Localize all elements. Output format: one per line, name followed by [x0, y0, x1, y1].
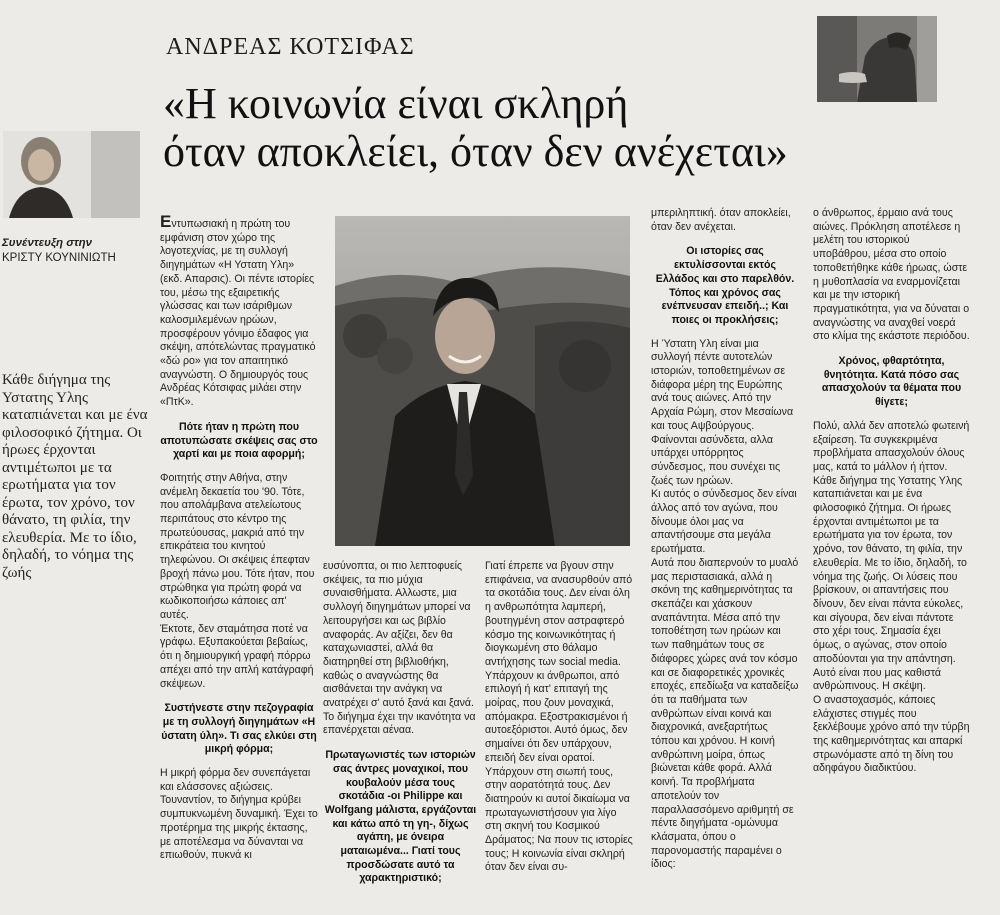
headline-line-2: όταν αποκλείει, όταν δεν ανέχεται» — [163, 127, 788, 176]
portrait-illustration — [3, 131, 140, 218]
intro-paragraph — [160, 212, 318, 410]
credit-line-2: ΚΡΙΣΤΥ ΚΟΥΝΙΝΙΩΤΗ — [2, 252, 116, 264]
drop-cap: Ε — [160, 212, 172, 231]
top-right-photo — [817, 16, 937, 102]
question-3: Πρωταγωνιστές των ιστοριών σας άντρες μοναχικοί, που κουβαλούν μέσα τους σκοτάδια -οι Philippe και Wolfgang μάλιστα, εργάζονται και κάτω από τη γη-, δίχως αγάπη, με όνειρα ματαιωμένα... Γιατί τους προσδώσατε αυτό τα χαρακτηριστικό; — [324, 749, 477, 885]
answer-1-p1: Φοιτητής στην Αθήνα, στην ανέμελη δεκαετία του '90. Τότε, που απολάμβανα ατελείωτους περιπάτους στο κέντρο της πρωτεύουσας, μακριά από την επικράτεια του κινητού τηλεφώνου. Οι σκέψεις έπεφταν βροχή πάνω μου. Τότε ήταν, που στρώθηκα για πρώτη φορά να κωδικοποιήσω κάποιες απ' αυτές. — [160, 471, 315, 621]
pull-quote: Κάθε διήγημα της Υστατης Υλης καταπιάνεται και με ένα φιλοσοφικό ζήτημα. Οι ήρωες έρχονται αντιμέτωποι με τα ερωτήματα για τον έρωτα, τον χρόνο, τον θάνατο, τη φιλία, την ελευθερία. Με το ίδιο, δηλαδή, το νόημα της ζωής — [2, 372, 148, 581]
answer-4-p4: Αυτά που διαπερνούν το μυαλό μας περιστασιακά, αλλά η σκόνη της καθημερινότητας τα σκεπάζει και χάσκουν αναπάντητα. Μέσα από την τοποθέτηση των ηρώων και των παθημάτων τους σε διάφορες χώρες ανά τον κόσμο και σε διαφορετικές χρονικές εποχές, επεδίωξα να καταδείξω ότι τα παθήματα των ανθρώπων είναι κοινά και διαχρονικά, ανεξαρτήτως τόπου και χρόνου. Η κοινή ανθρώπινη μοίρα, όπως βιώνεται κάθε φορά. Αλλά κοινή. Τα προβλήματα αποτελούν τον παραλλασσόμενο αριθμητή σε πέντε διηγήματα -ομώνυμα κλάσματα, όπου ο παρονομαστής παραμένει ο ίδιος: — [651, 556, 799, 871]
main-photo — [335, 216, 630, 546]
article-column-5 — [813, 207, 970, 776]
answer-4-p3: Κι αυτός ο σύνδεσμος δεν είναι άλλος από τον αγώνα, που δίνουμε όλοι μας να απαντήσουμε στα μεγάλα ερωτήματα. — [651, 488, 797, 556]
answer-4-p1: Η Ύστατη Υλη είναι μια συλλογή πέντε αυτοτελών ιστοριών, τοποθετημένων σε διάφορα μέρη της Ευρώπης ανά τους αιώνες. Από την Αρχαία Ρώμη, στον Μεσαίωνα και τους Αψβούργους. — [651, 337, 794, 432]
article-column-3 — [485, 560, 635, 875]
question-2: Συστήνεστε στην πεζογραφία με τη συλλογή διηγημάτων «Η ύστατη ύλη». Τι σας ελκύει στη μικρή φόρμα; — [161, 702, 317, 756]
column-2-text: ευσύνοπτα, οι πιο λεπτοφυείς σκέψεις, τα πιο μύχια συναισθήματα. Αλλωστε, μια συλλογή διηγημάτων μπορεί να λειτουργήσει και ως βιβλίο αναφοράς. Αν αξίζει, δεν θα καταχωνιαστεί, αλλά θα διατηρηθεί στη βιβλιοθήκη, καθώς ο αναγνώστης θα αισθάνεται την ανάγκη να ανατρέχει σ' αυτό ξανά και ξανά. Το διήγημα έχει την ικανότητα να επανέρχεται αέναα. — [323, 560, 476, 737]
interviewer-portrait — [3, 131, 140, 218]
intro-text: ντυπωσιακή η πρώτη του εμφάνιση στον χώρο της λογοτεχνίας, με τη συλλογή διηγημάτων «Η Υστατη Υλη» (εκδ. Απαρσις). Οι πέντε ιστορίες του, μέσω της εξαιρετικής γλώσσας και των ισάριθμων καλοσμιλεμένων ηρώων, προσφέρουν γόνιμο έδαφος για σκέψη, απότελώντας πραγματικό «δώ ρο» για τον απαιτητικό αναγνώστη. Ο δημιουργός τους Ανδρέας Κότσιφας μιλάει στην «ΠτΚ». — [160, 218, 316, 409]
author-photo-illustration — [335, 216, 630, 546]
column-5-lead: ο άνθρωπος, έρμαιο ανά τους αιώνες. Πρόκληση αποτέλεσε η μελέτη του ιστορικού υποβάθρου, μέσα στο οποίο τοποθετήθηκε κάθε ήρωας, ώστε η μυθοπλασία να εναρμονίζεται και με την ιστορική πραγματικότητα, για να δύναται ο αναγνώστης να αναχθεί νοερά στο κλίμα της εκάστοτε περιόδου. — [813, 207, 970, 343]
question-5: Χρόνος, φθαρτότητα, θνητότητα. Κατά πόσο σας απασχολούν τα θέματα που θίγετε; — [821, 355, 962, 409]
answer-5-p2: Αυτό είναι που μας καθιστά ανθρώπινους. Η σκέψη. — [813, 666, 941, 693]
answer-4-p2: Φαίνονται ασύνδετα, αλλα υπάρχει υπόρρητος σύνδεσμος, που συνέχει τις ζωές των ηρώων. — [651, 433, 781, 487]
credit-line-1: Συνέντευξη στην — [2, 237, 93, 249]
question-4: Οι ιστορίες σας εκτυλίσσονται εκτός Ελλάδος και στο παρελθόν. Τόπος και χρόνος σας ενέπνευσαν επειδή..; Και ποιες οι προκλήσεις; — [655, 245, 795, 326]
question-1: Πότε ήταν η πρώτη που αποτυπώσατε σκέψεις σας στο χαρτί και με ποια αφορμή; — [160, 420, 318, 461]
interview-credit — [2, 236, 116, 266]
article-column-1 — [160, 212, 318, 863]
article-column-4 — [651, 207, 799, 872]
answer-5-p1: Πολύ, αλλά δεν αποτελώ φωτεινή εξαίρεση. Τα συγκεκριμένα προβλήματα απασχολούν όλους μας, κατά το μάλλον ή ήττον. Κάθε διήγημα της Υστατης Υλης καταπιάνεται και με ένα φιλοσοφικό ζήτημα. Οι ήρωες έρχονται αντιμέτωποι με τα ερωτήματα για τον έρωτα, τον χρόνο, τον θάνατο, τη φιλία, την ελευθερία. Με το ίδιο, δηλαδή, το νόημα της ζωής. Οι λύσεις που βρίσκουν, οι απαντήσεις που δίνουν, δεν είναι πάντα εύκολες, και σίγουρα, δεν είναι πάντοτε στο χέρι τους. Σημασία έχει όμως, ο αγώνας, στον οποίο αποδύονται για την απάντηση. — [813, 419, 970, 665]
answer-2: Η μικρή φόρμα δεν συνεπάγεται και ελάσσονες αξιώσεις. Τουναντίον, το διήγημα κρύβει συμπυκνωμένη δυναμική. Έχει το προτέρημα της μικρής έκτασης, με αποτέλεσμα να δύνανται να επιωθούν, πυκνά κι — [160, 767, 318, 862]
column-4-lead: μπεριληπτική. όταν αποκλείει, όταν δεν ανέχεται. — [651, 207, 791, 233]
photo-illustration — [817, 16, 937, 102]
headline-line-1: «Η κοινωνία είναι σκληρή — [163, 79, 629, 128]
author-name: ΑΝΔΡΕΑΣ ΚΟΤΣΙΦΑΣ — [166, 34, 415, 60]
headline — [163, 80, 813, 176]
article-column-2 — [323, 560, 478, 896]
answer-5-p3: Ο αναστοχασμός, κάποιες ελάχιστες στιγμές που ξεκλέβουμε χρόνο από την τύρβη της καθημερινότητας και απαρκί στρωνόμαστε από τη δίνη του αδηφάγου διαδικτύου. — [813, 693, 970, 775]
answer-1-p2: Έκτοτε, δεν σταμάτησα ποτέ να γράφω. Εξυπακούεται βεβαίως, ότι η δημιουργική γραφή πόρρω απέχει από την απλή κατάγραφή σκέψεων. — [160, 622, 314, 690]
column-3-text: Γιατί έπρεπε να βγουν στην επιφάνεια, να ανασυρθούν από τα σκοτάδια τους. Δεν είναι όλη η ανθρωπότητα λαμπερή, βουτηγμένη στον αστραφτερό κόσμο της κοινωνικότητας ή διογκωμένη στο θάλαμο αντήχησης των social media. Υπάρχουν κι άνθρωποι, από επιλογή ή κατ' επιταγή της μοίρας, που ζουν μοναχικά, απόμακρα. Εξοστρακισμένοι ή αυτοεξόριστοι. Αυτό όμως, δεν σημαίνει ότι δεν υπάρχουν, επειδή δεν είναι ορατοί. Υπάρχουν στη σιωπή τους, στην αορατότητά τους. Δεν διατηρούν κι αυτοί δικαίωμα να πρωταγωνιστήσουν για λίγο στη σκηνή του Κοσμικού Δράματος; Να πουν τις ιστορίες τους; Η κοινωνία είναι σκληρή όταν δεν είναι συ- — [485, 560, 633, 874]
